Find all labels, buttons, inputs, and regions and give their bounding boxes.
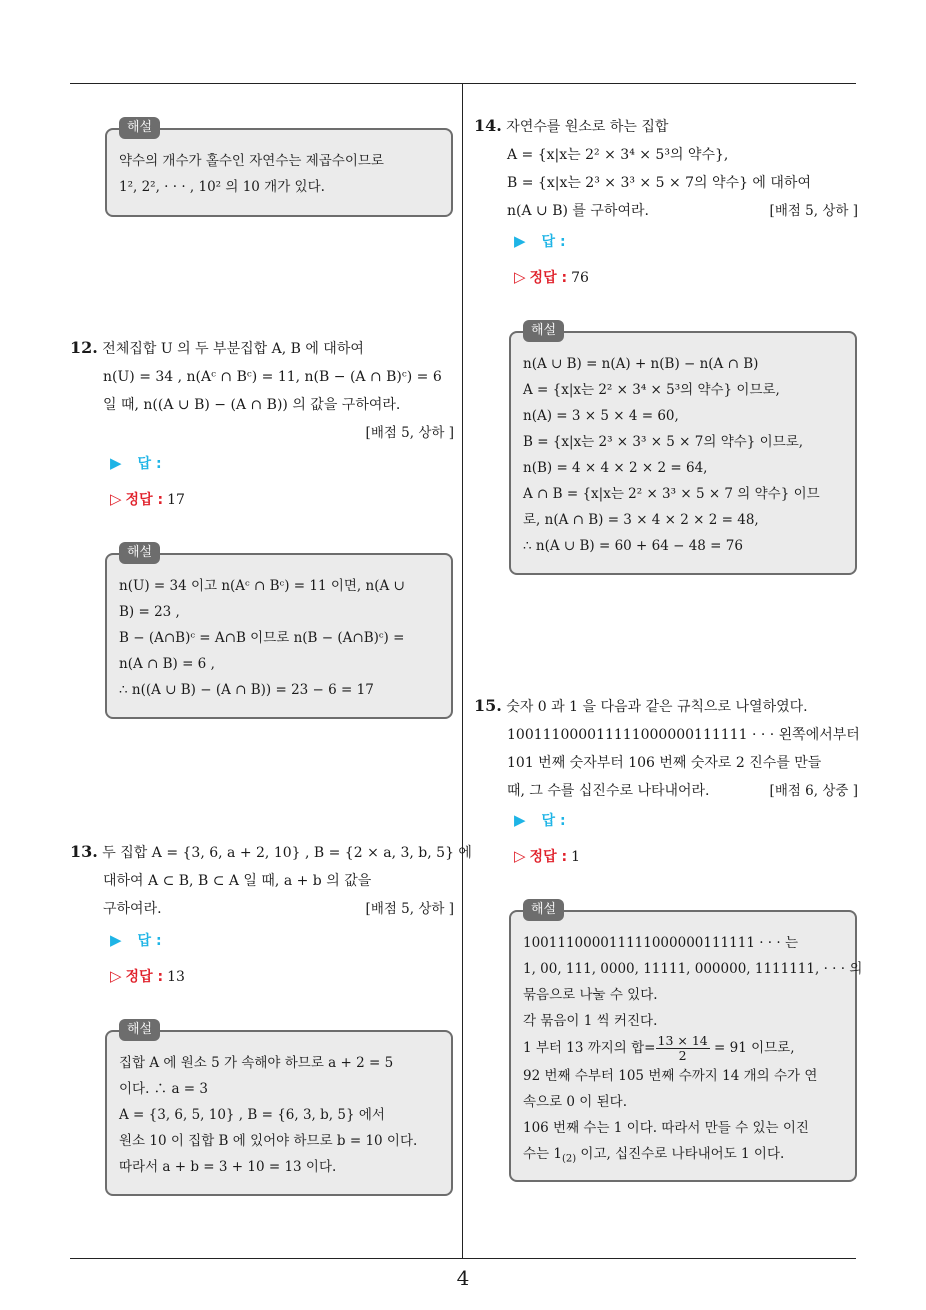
solution-line: 원소 10 이 집합 B 에 있어야 하므로 b = 10 이다.	[119, 1133, 418, 1149]
solution-line: 집합 A 에 원소 5 가 속해야 하므로 a + 2 = 5	[119, 1055, 394, 1071]
solution-line: ∴ n((A ∪ B) − (A ∩ B)) = 23 − 6 = 17	[119, 682, 374, 698]
q15-solution-box	[509, 902, 863, 1182]
solution-line: 속으로 0 이 된다.	[523, 1094, 627, 1110]
play-outline-icon: ▷	[110, 490, 122, 508]
answer-label: 답 :	[541, 234, 566, 250]
solution-line: ∴ n(A ∪ B) = 60 + 64 − 48 = 76	[523, 538, 743, 554]
question-line: 구하여라.	[103, 901, 162, 917]
solution-tag: 해설	[119, 117, 160, 139]
play-outline-icon: ▷	[110, 967, 122, 985]
solution-value: 17	[167, 492, 185, 508]
q12-solution-box	[105, 545, 453, 719]
solution-label: 정답 :	[529, 849, 568, 865]
sum-prefix: 1 부터 13 까지의 합=	[523, 1040, 656, 1056]
solution-line: 이다. ∴ a = 3	[119, 1081, 208, 1097]
question-line: 전체집합 U 의 두 부분집합 A, B 에 대하여	[102, 341, 364, 357]
q13-answer-row	[110, 930, 162, 950]
solution-line: B = {x|x는 2³ × 3³ × 5 × 7의 약수} 이므로,	[523, 434, 804, 450]
solution-line: n(A ∩ B) = 6 ,	[119, 656, 215, 672]
question-line: 숫자 0 과 1 을 다음과 같은 규칙으로 나열하였다.	[506, 699, 808, 715]
solution-line: 92 번째 수부터 105 번째 수까지 14 개의 수가 연	[523, 1068, 818, 1084]
solution-line: A = {3, 6, 5, 10} , B = {6, 3, b, 5} 에서	[119, 1107, 385, 1123]
play-filled-icon: ▶	[514, 232, 526, 250]
q14-solution-box	[509, 323, 857, 575]
q12-answer-row	[110, 453, 162, 473]
question-line: 101 번째 숫자부터 106 번째 숫자로 2 진수를 만들	[507, 755, 822, 771]
solution-value: 1	[571, 849, 580, 865]
play-filled-icon: ▶	[110, 454, 122, 472]
solution-line: A = {x|x는 2² × 3⁴ × 5³의 약수} 이므로,	[523, 382, 780, 398]
solution-line: 따라서 a + b = 3 + 10 = 13 이다.	[119, 1159, 337, 1175]
solution-line: n(A ∪ B) = n(A) + n(B) − n(A ∩ B)	[523, 356, 759, 372]
q13-solution-box	[105, 1022, 453, 1196]
play-outline-icon: ▷	[514, 268, 526, 286]
score-label: [배점 5, 상하 ]	[769, 203, 858, 219]
solution-value: 13	[167, 969, 185, 985]
question-line: 자연수를 원소로 하는 집합	[506, 119, 669, 135]
question-number: 15.	[474, 696, 502, 715]
subscript-base: (2)	[561, 1153, 577, 1165]
solution-tag: 해설	[523, 899, 564, 921]
solution-line: B − (A∩B)ᶜ = A∩B 이므로 n(B − (A∩B)ᶜ) =	[119, 630, 405, 646]
solution-line: 106 번째 수는 1 이다. 따라서 만들 수 있는 이진	[523, 1120, 809, 1136]
solution-label: 정답 :	[529, 270, 568, 286]
q11-solution-box	[105, 120, 453, 217]
column-divider	[462, 83, 463, 1259]
q15-question	[474, 692, 858, 805]
score-label: [배점 5, 상하 ]	[365, 901, 454, 917]
solution-line: A ∩ B = {x|x는 2² × 3³ × 5 × 7 의 약수} 이므	[523, 486, 820, 502]
solution-label: 정답 :	[125, 969, 164, 985]
solution-value: 76	[571, 270, 589, 286]
solution-line: B) = 23 ,	[119, 604, 180, 620]
question-number: 14.	[474, 116, 502, 135]
solution-line: n(U) = 34 이고 n(Aᶜ ∩ Bᶜ) = 11 이면, n(A ∪	[119, 578, 405, 594]
question-number: 12.	[70, 338, 98, 357]
solution-line: 1², 2², · · · , 10² 의 10 개가 있다.	[119, 179, 325, 195]
solution-label: 정답 :	[125, 492, 164, 508]
solution-tag: 해설	[523, 320, 564, 342]
question-line: 일 때, n((A ∪ B) − (A ∩ B)) 의 값을 구하여라.	[103, 397, 401, 413]
solution-tag: 해설	[119, 1019, 160, 1041]
play-filled-icon: ▶	[514, 811, 526, 829]
q12-solution-row	[110, 489, 185, 509]
q13-solution-row	[110, 966, 185, 986]
fraction-denominator: 2	[678, 1048, 687, 1063]
q12-question	[70, 334, 454, 447]
q14-question	[474, 112, 858, 225]
score-label: [배점 5, 상하 ]	[365, 425, 454, 441]
q13-question	[70, 838, 472, 923]
header-rule	[70, 83, 856, 84]
solution-line: 100111000011111000000111111 · · · 는	[523, 935, 798, 951]
question-line: B = {x|x는 2³ × 3³ × 5 × 7의 약수} 에 대하여	[507, 175, 811, 191]
answer-label: 답 :	[541, 813, 566, 829]
q14-answer-row	[514, 231, 566, 251]
solution-line: 약수의 개수가 홀수인 자연수는 제곱수이므로	[119, 153, 384, 169]
solution-line: 묶음으로 나눌 수 있다.	[523, 987, 658, 1003]
solution-line-last	[523, 1141, 843, 1173]
play-outline-icon: ▷	[514, 847, 526, 865]
solution-line: 1, 00, 111, 0000, 11111, 000000, 1111111, · · · 의	[523, 961, 863, 977]
solution-line-sum	[523, 1034, 843, 1063]
solution-line: n(A) = 3 × 5 × 4 = 60,	[523, 408, 679, 424]
answer-label: 답 :	[137, 456, 162, 472]
question-line: 대하여 A ⊂ B, B ⊂ A 일 때, a + b 의 값을	[103, 873, 372, 889]
play-filled-icon: ▶	[110, 931, 122, 949]
q14-solution-row	[514, 267, 589, 287]
fraction-numerator: 13 × 14	[657, 1033, 708, 1048]
page-number: 4	[456, 1266, 470, 1290]
question-line: n(U) = 34 , n(Aᶜ ∩ Bᶜ) = 11, n(B − (A ∩ B)ᶜ) = 6	[103, 369, 442, 385]
sum-suffix: = 91 이므로,	[709, 1040, 795, 1056]
last-suffix: 이고, 십진수로 나타내어도 1 이다.	[576, 1146, 785, 1162]
answer-label: 답 :	[137, 933, 162, 949]
solution-line: 로, n(A ∩ B) = 3 × 4 × 2 × 2 = 48,	[523, 512, 759, 528]
solution-tag: 해설	[119, 542, 160, 564]
fraction	[656, 1034, 710, 1063]
q15-solution-row	[514, 846, 580, 866]
question-line: 때, 그 수를 십진수로 나타내어라.	[507, 783, 710, 799]
question-number: 13.	[70, 842, 98, 861]
solution-line: 각 묶음이 1 씩 커진다.	[523, 1013, 658, 1029]
question-line: n(A ∪ B) 를 구하여라.	[507, 203, 649, 219]
score-label: [배점 6, 상중 ]	[769, 783, 858, 799]
footer-rule	[70, 1258, 856, 1259]
question-line: 두 집합 A = {3, 6, a + 2, 10} , B = {2 × a, 3, b, 5} 에	[102, 845, 472, 861]
q15-answer-row	[514, 810, 566, 830]
last-prefix: 수는 1	[523, 1146, 562, 1162]
solution-line: n(B) = 4 × 4 × 2 × 2 = 64,	[523, 460, 708, 476]
question-line: 100111000011111000000111111 · · · 왼쪽에서부터	[507, 727, 860, 743]
question-line: A = {x|x는 2² × 3⁴ × 5³의 약수},	[507, 147, 729, 163]
